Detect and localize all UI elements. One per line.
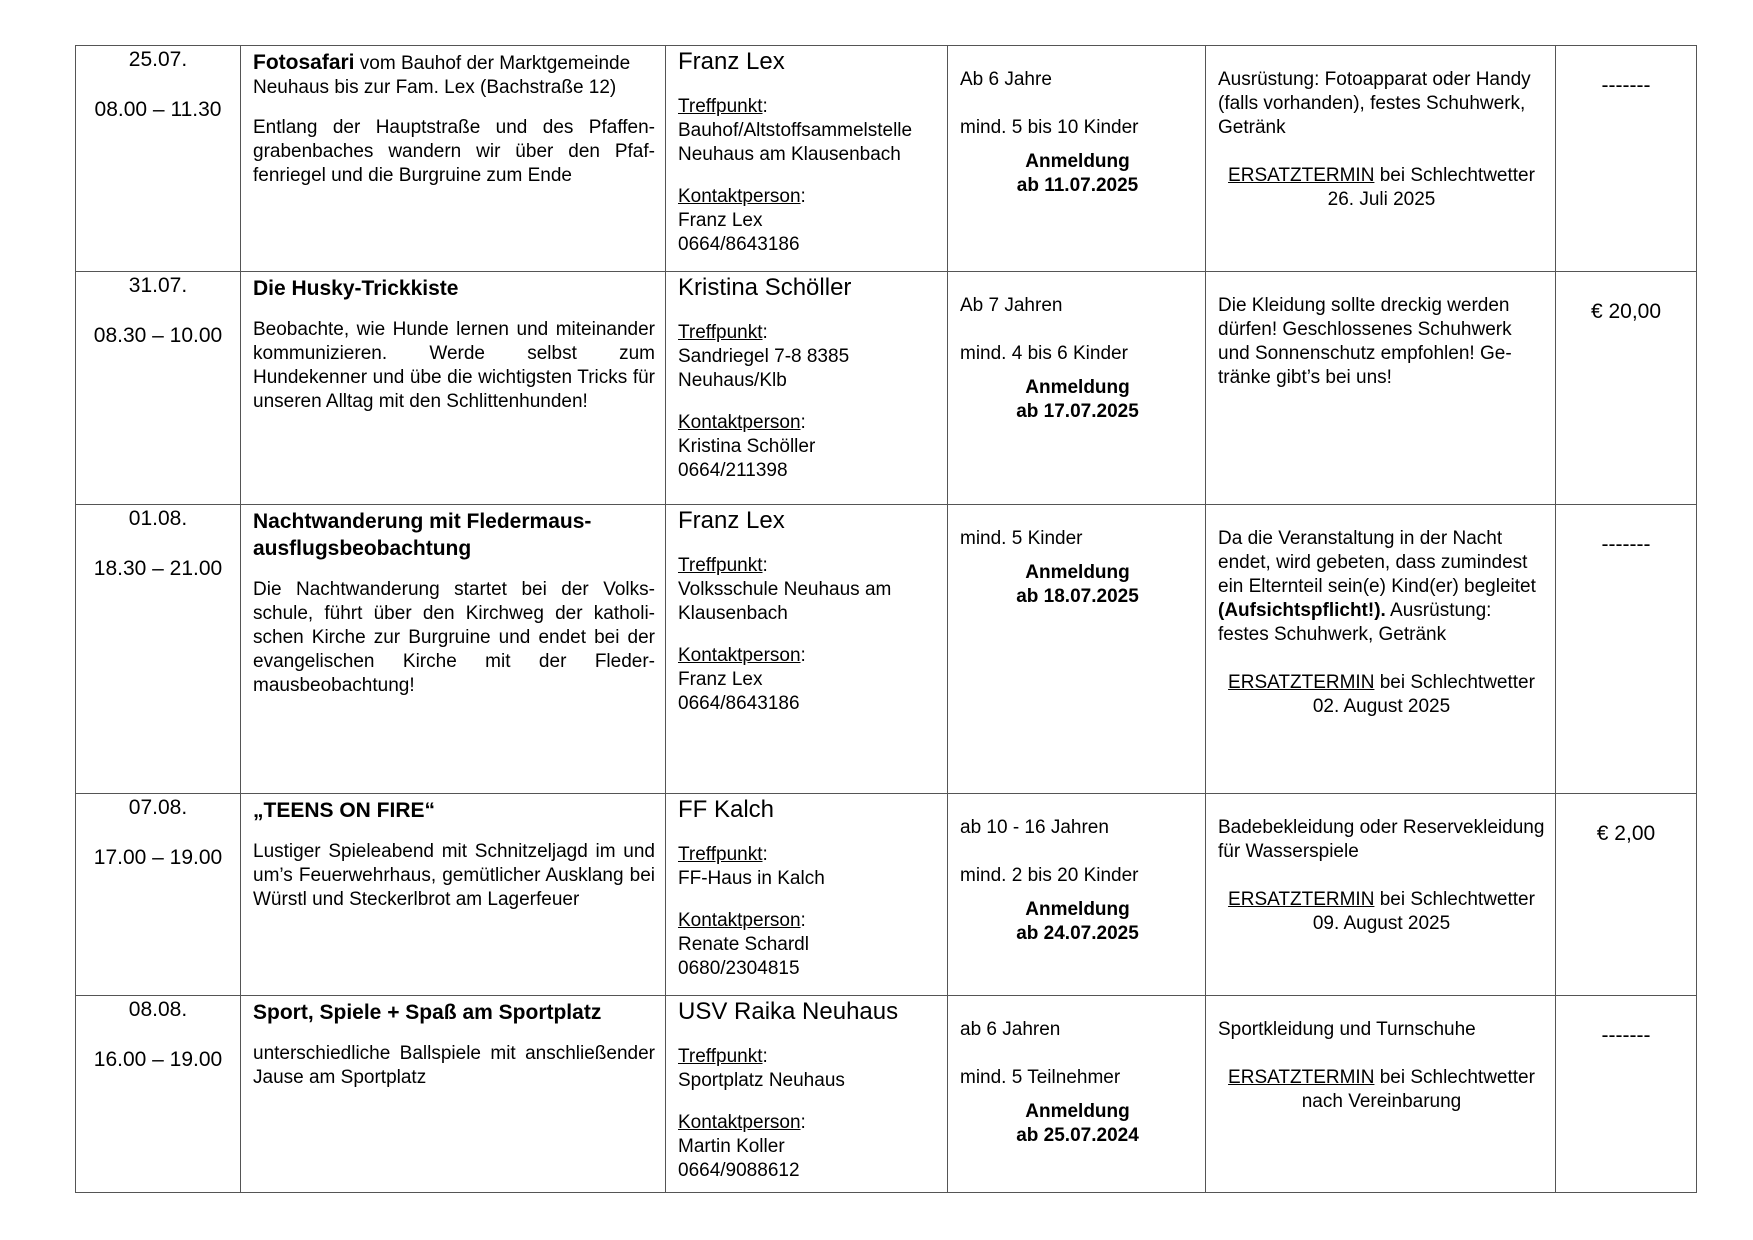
organizer-name: USV Raika Neuhaus [678,998,899,1025]
description-cell [241,996,666,1193]
event-time: 08.00 – 11.30 [94,98,222,121]
schedule-row [76,46,1697,272]
price: ------- [1601,74,1651,97]
notes-cell [1206,505,1556,794]
organizer-cell: Kristina Schöller Treffpunkt: Sandriegel 7-8 8385 Neuhaus/Klb Kontaktperson: Kristina Schöller 0664/211398 [666,272,948,505]
contact-label: Kontaktperson [678,412,801,433]
registration-date: ab 17.07.2025 [1016,401,1139,422]
alt-date-text: bei Schlechtwetter [1374,672,1535,693]
meeting-place: Bauhof/Altstoffsammelstelle Neuhaus am Klausenbach [678,120,913,165]
meeting-label: Treffpunkt [678,555,763,576]
registration-date: ab 18.07.2025 [1016,586,1139,607]
description-cell [241,46,666,272]
age-cell [948,272,1206,505]
organizer-cell: FF Kalch Treffpunkt: FF-Haus in Kalch Kontaktperson: Renate Schardl 0680/2304815 [666,794,948,996]
age-cell [948,46,1206,272]
contact-name: Kristina Schöller [678,436,816,457]
participants: mind. 4 bis 6 Kinder [960,343,1128,364]
price-cell [1556,794,1697,996]
organizer-name: Franz Lex [678,507,785,534]
event-time: 17.00 – 19.00 [93,846,223,869]
notes-cell [1206,272,1556,505]
participants: mind. 2 bis 20 Kinder [960,865,1139,886]
event-description: Die Nachtwanderung startet bei der Volksschule, führt über den Kirchweg der katholischen Kirche zur Burgruine und endet bei der evangelischen Kirche mit der Fledermausbeobachtung! [253,579,655,696]
contact-label: Kontaktperson [678,1112,801,1133]
note-after: Ausrüstung: festes Schuhwerk, Getränk [1218,600,1492,645]
event-time: 08.30 – 10.00 [93,324,223,347]
price: € 20,00 [1590,300,1662,323]
event-date: 07.08. [128,796,188,819]
event-time: 16.00 – 19.00 [93,1048,223,1071]
registration-label: Anmeldung [1025,1101,1130,1122]
alt-date-label: ERSATZTERMIN [1228,889,1375,910]
organizer-cell: Franz Lex Treffpunkt: Volksschule Neuhaus am Klausenbach Kontaktperson: Franz Lex 0664/8643186 [666,505,948,794]
description-cell [241,272,666,505]
registration-label: Anmeldung [1025,377,1130,398]
organizer-cell: Franz Lex Treffpunkt: Bauhof/Altstoffsammelstelle Neuhaus am Klausenbach Kontaktperson: Franz Lex 0664/8643186 [666,46,948,272]
alt-date: 26. Juli 2025 [1327,189,1436,210]
age-range: mind. 5 Kinder [960,528,1083,549]
registration-date: ab 11.07.2025 [1016,175,1139,196]
meeting-label: Treffpunkt [678,1046,763,1067]
note-text: Badebekleidung oder Reservekleidung für Wasserspiele [1218,817,1545,862]
contact-phone: 0664/9088612 [678,1160,800,1181]
contact-name: Franz Lex [678,210,763,231]
participants: mind. 5 Teilnehmer [960,1067,1121,1088]
note-text: Da die Veranstaltung in der Nacht endet, wird gebeten, dass zumindest ein Elternteil sein(e) Kind(er) begleitet [1218,528,1536,597]
notes-cell [1206,794,1556,996]
registration-date: ab 25.07.2024 [1016,1125,1139,1146]
price: € 2,00 [1596,822,1656,845]
event-title: Sport, Spiele + Spaß am Sportplatz [253,1001,602,1024]
contact-label: Kontaktperson [678,186,801,207]
schedule-row [76,794,1697,996]
age-range: Ab 7 Jahren [960,295,1063,316]
event-title: „TEENS ON FIRE“ [253,799,436,822]
alt-date-label: ERSATZTERMIN [1228,672,1375,693]
contact-name: Martin Koller [678,1136,785,1157]
price-cell [1556,46,1697,272]
note-text: Ausrüstung: Fotoapparat oder Handy (falls vorhanden), festes Schuhwerk, Getränk [1218,69,1531,138]
event-date: 31.07. [128,274,188,297]
registration-label: Anmeldung [1025,151,1130,172]
alt-date: 02. August 2025 [1312,696,1451,717]
contact-label: Kontaktperson [678,645,801,666]
organizer-cell: USV Raika Neuhaus Treffpunkt: Sportplatz Neuhaus Kontaktperson: Martin Koller 0664/9088612 [666,996,948,1193]
event-description: Beobachte, wie Hunde lernen und miteinander kommunizieren. Werde selbst zum Hundekenner und übe die wichtigsten Tricks für unseren Alltag mit den Schlittenhunden! [253,319,655,412]
schedule-row [76,996,1697,1193]
price-cell [1556,996,1697,1193]
date-cell [76,272,241,505]
alt-date-label: ERSATZTERMIN [1228,1067,1375,1088]
registration-date: ab 24.07.2025 [1016,923,1139,944]
organizer-name: Kristina Schöller [678,274,852,301]
alt-date-text: bei Schlechtwetter [1374,165,1535,186]
price-cell [1556,505,1697,794]
note-text: Die Kleidung sollte dreckig werden dürfen! Geschlossenes Schuhwerk und Sonnenschutz empfohlen! Getränke gibt’s bei uns! [1218,295,1512,388]
contact-phone: 0664/8643186 [678,234,800,255]
note-strong: (Aufsichtspflicht!). [1218,600,1386,621]
event-date: 08.08. [128,998,188,1021]
meeting-label: Treffpunkt [678,96,763,117]
age-range: Ab 6 Jahre [960,69,1052,90]
event-title-suffix: vom Bauhof der Marktgemeinde Neuhaus bis zur Fam. Lex (Bachstraße 12) [253,53,631,98]
contact-phone: 0680/2304815 [678,958,800,979]
schedule-table [75,45,1697,1193]
event-description: Lustiger Spieleabend mit Schnitzeljagd im und um’s Feuerwehrhaus, gemütlicher Ausklang bei Würstl und Steckerlbrot am Lagerfeuer [253,841,655,910]
event-title: Die Husky-Trickkiste [253,277,459,300]
event-title: Nachtwanderung mit Fledermausausflugsbeobachtung [253,510,592,560]
notes-cell [1206,996,1556,1193]
date-cell [76,505,241,794]
age-cell [948,996,1206,1193]
alt-date-text: bei Schlechtwetter [1374,889,1535,910]
meeting-label: Treffpunkt [678,322,763,343]
description-cell [241,794,666,996]
contact-phone: 0664/8643186 [678,693,800,714]
notes-cell [1206,46,1556,272]
schedule-body [76,46,1697,1193]
age-cell [948,505,1206,794]
meeting-place: Sportplatz Neuhaus [678,1070,845,1091]
meeting-place: Volksschule Neuhaus am Klausenbach [678,579,892,624]
event-title: Fotosafari [253,51,355,74]
age-range: ab 10 - 16 Jahren [960,817,1109,838]
schedule-row [76,505,1697,794]
alt-date-label: ERSATZTERMIN [1228,165,1375,186]
event-date: 25.07. [128,48,188,71]
organizer-name: Franz Lex [678,48,785,75]
event-description: Entlang der Hauptstraße und des Pfaffengrabenbaches wandern wir über den Pfaffenriegel und die Burgruine zum Ende [253,117,655,186]
alt-date-text: bei Schlechtwetter [1374,1067,1535,1088]
contact-phone: 0664/211398 [678,460,788,481]
description-cell [241,505,666,794]
contact-name: Franz Lex [678,669,763,690]
contact-label: Kontaktperson [678,910,801,931]
age-range: ab 6 Jahren [960,1019,1061,1040]
date-cell [76,794,241,996]
price-cell [1556,272,1697,505]
price: ------- [1601,1024,1651,1047]
event-description: unterschiedliche Ballspiele mit anschließender Jause am Sportplatz [253,1043,655,1088]
schedule-row [76,272,1697,505]
meeting-label: Treffpunkt [678,844,763,865]
participants: mind. 5 bis 10 Kinder [960,117,1139,138]
event-date: 01.08. [128,507,188,530]
meeting-place: FF-Haus in Kalch [678,868,825,889]
price: ------- [1601,533,1651,556]
meeting-place: Sandriegel 7-8 8385 Neuhaus/Klb [678,346,850,391]
alt-date: nach Vereinbarung [1301,1091,1462,1112]
organizer-name: FF Kalch [678,796,775,823]
event-time: 18.30 – 21.00 [93,557,223,580]
contact-name: Renate Schardl [678,934,809,955]
alt-date: 09. August 2025 [1312,913,1451,934]
note-text: Sportkleidung und Turnschuhe [1218,1019,1476,1040]
date-cell [76,996,241,1193]
registration-label: Anmeldung [1025,562,1130,583]
registration-label: Anmeldung [1025,899,1130,920]
date-cell [76,46,241,272]
age-cell [948,794,1206,996]
